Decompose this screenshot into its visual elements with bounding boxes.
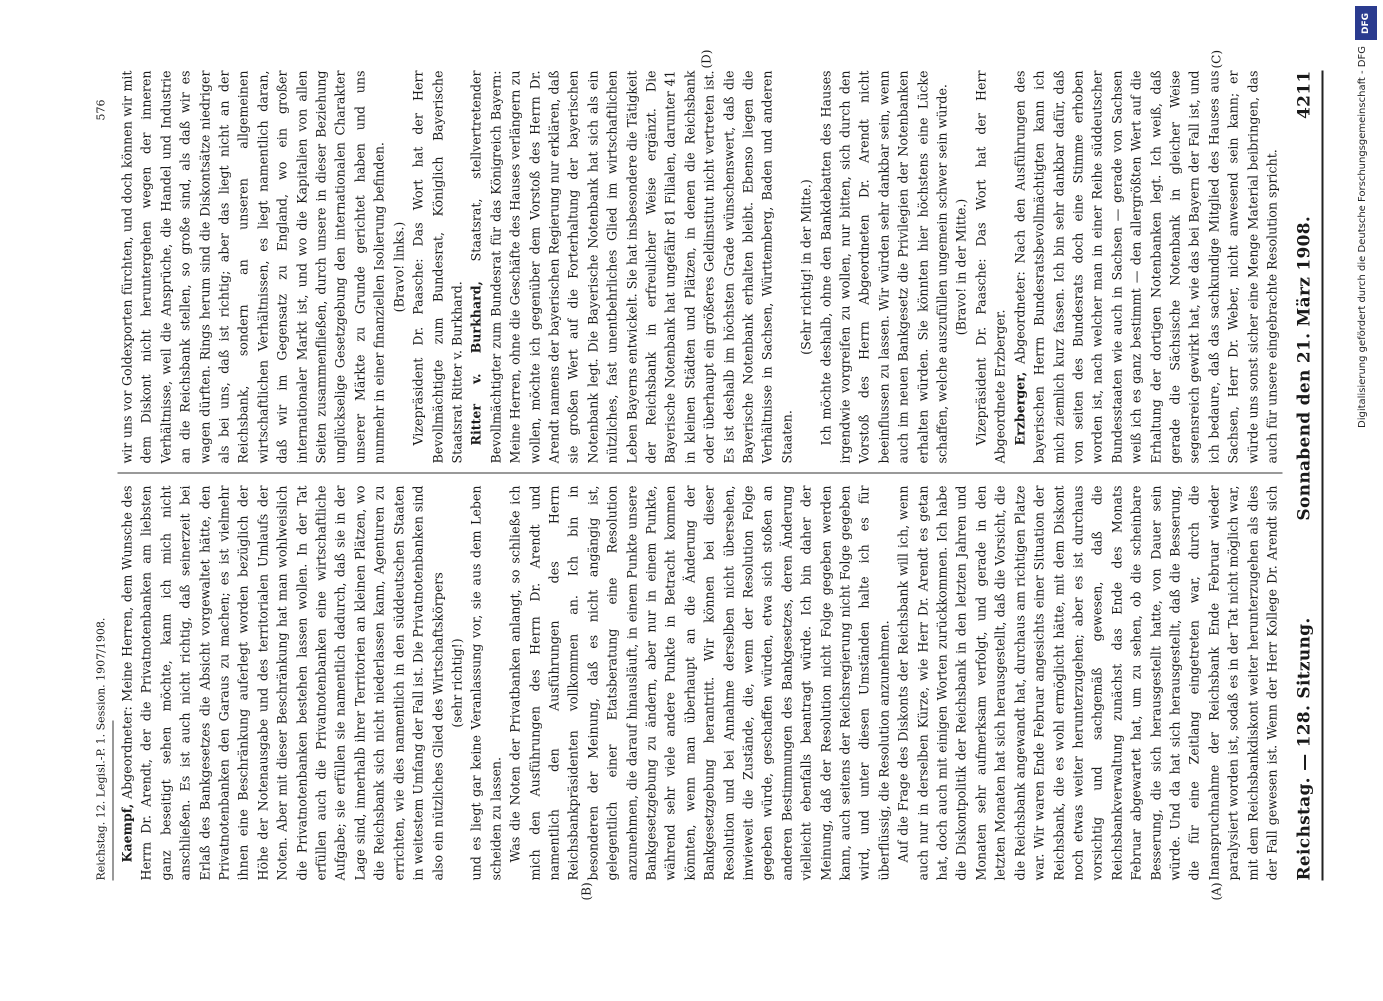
header-rule: [1322, 71, 1324, 881]
paragraph-text: Was die Noten der Privatbanken anlangt, so schließe ich mich den Ausführungen des Herrn Dr. Arendt und namentlich den Ausführungen des Herrn Reichsbankpräsidenten vollkommen an. Ich bin in besonderen der Meinung, daß es nicht angängig ist, gelegentlich einer Etatsberatung eine Resolution anzunehmen, die darauf hinausläuft, in einem Punkte unsere Bankgesetzgebung zu ändern, aber nur in einem Punkte, während sehr viele andere Punkte in Betracht kommen könnten, wenn man überhaupt an die Änderung der Bankgesetzgebung herantritt. Wir können bei dieser Resolution und bei Annahme derselben nicht übersehen, inwieweit die Zustände, die, wenn der Resolution Folge gegeben würde, geschaffen würden, etwa sich stoßen an anderen Bestimmungen des Bankgesetzes, deren Änderung vielleicht ebenfalls beantragt würde. Ich bin daher der Meinung, daß der Resolution nicht Folge gegeben werden kann, auch seitens der Reichsregierung nicht Folge gegeben wird, und unter diesen Umständen halte ich es für überflüssig, die Resolution anzunehmen.: [507, 485, 892, 881]
paragraph: [816, 71, 952, 464]
text-column-right: [118, 71, 1283, 464]
paragraph-text: Ich möchte deshalb, ohne den Bankdebatten des Hauses irgendwie vorgreifen zu wollen, nur bitten, sich durch den Vorstoß des Herrn Abgeordneten Dr. Arendt nicht beeinflussen zu lassen. Wir würden sehr dankbar sein, wenn auch im neuen Bankgesetz die Privilegien der Notenbanken erhalten würden. Sie könnten hier höchstens eine Lücke schaffen, welche auszufüllen ungemein schwer sein würde.: [818, 70, 950, 464]
applause-note: (sehr richtig!): [449, 638, 465, 728]
speaker-name: Kaempf,: [119, 803, 135, 863]
paragraph-text: Vizepräsident Dr. Paasche: Das Wort hat der Herr Abgeordnete Erzberger.: [973, 70, 1008, 464]
margin-marker-c: (C): [1209, 49, 1224, 69]
paragraph: [1010, 71, 1282, 464]
paragraph-text: Vizepräsident Dr. Paasche: Das Wort hat der Herr Bevollmächtigte zum Bundesrat, Königlich Bayerische Staatsrat Ritter v. Burkhard.: [410, 70, 465, 464]
footer-session-info: Reichstag. 12. Legisl.-P. 1. Session. 1907/1908.: [94, 617, 108, 881]
speaker-name: Ritter v. Burkhard,: [468, 281, 484, 446]
paragraph: wir uns vor Goldexporten fürchten, und doch können wir mit dem Diskont nicht heruntergehen wegen der inneren Verhältnisse, weil die Ansprüche, die Handel und Industrie an die Reichsbank stellen, so große sind, als daß wir es wagen dürften. Rings herum sind die Diskontsätze niedriger als bei uns, daß ist richtig; aber das liegt nicht an der Reichsbank, sondern an unseren allgemeinen wirtschaftlichen Verhältnissen, es liegt namentlich daran, daß wir im Gegensatz zu England, wo ein großer internationaler Markt ist, und wo die Kapitalien von allen Seiten zusammenfließen, durch unsere in dieser Beziehung unglückselige Gesetzgebung den internationalen Charakter unserer Märkte zu Grunde gerichtet haben und uns nunmehr in einer finanziellen Isolierung befinden.: [119, 70, 387, 464]
header-session: Reichstag. — 128. Sitzung.: [1294, 617, 1315, 881]
dfg-attribution: Digitalisierung gefördert durch die Deutsche Forschungsgemeinschaft - DFG: [1357, 46, 1368, 429]
paragraph: [506, 486, 894, 881]
footer-rule: [113, 721, 114, 881]
paragraph: [971, 71, 1010, 464]
page-number: 4211: [1294, 70, 1315, 120]
page-header: [1290, 71, 1320, 881]
paragraph-text: Abgeordneter: Nach den Ausführungen des bayerischen Herrn Bundesratsbevollmächtigten kann ich mich ziemlich kurz fassen. Ich bin sehr dankbar dafür, daß von seiten des Bundesrats doch eine Stimme erhoben worden ist, nach welcher man in einer Reihe süddeutscher Bundesstaaten wie auch in Sachsen — gerade von Sachsen weiß ich es ganz bestimmt — den allergrößten Wert auf die Erhaltung der dortigen Notenbanken legt. Ich weiß, daß gerade die Sächsische Notenbank in gleicher Weise segensreich gewirkt hat, wie das bei Bayern der Fall ist, und ich bedaure, daß das sachkundige Mitglied des Hauses aus Sachsen, Herr Dr. Weber, nicht anwesend sein kann; er würde uns sonst sicher eine Menge Material beibringen, das auch für unsere eingebrachte Resolution spricht.: [1012, 70, 1280, 464]
paragraph: [118, 486, 448, 881]
paragraph-text: Auf die Frage des Diskonts der Reichsbank will ich, wenn auch nur in derselben Kürze, wie Herr Dr. Arendt es getan hat, doch auch mit einigen Worten zurückkommen. Ich habe die Diskontpolitik der Reichsbank in den letzten Jahren und Monaten sehr aufmerksam verfolgt, und gerade in den letzten Monaten hat sich herausgestellt, daß die Vorsicht, die die Reichsbank angewandt hat, durchaus am richtigen Platze war. Wir waren Ende Februar angesichts einer Situation der Reichsbank, die es wohl ermöglicht hätte, mit dem Diskont noch etwas weiter herunterzugehen; aber es ist durchaus vorsichtig und sachgemäß gewesen, daß die Reichsbankverwaltung zunächst das Ende des Monats Februar abgewartet hat, um zu sehen, ob die scheinbare Besserung, die sich herausgestellt hatte, von Dauer sein würde. Und da hat sich herausgestellt, daß die Besserung, die für eine Zeitlang eingetreten war, durch die Inanspruchnahme der Reichsbank Ende Februar wieder paralysiert worden ist, sodaß es in der Tat nicht möglich war, mit dem Reichsbankdiskont weiter herunterzugehen als dies der Fall gewesen ist. Wenn der Herr Kollege Dr. Arendt sich: [895, 485, 1280, 881]
footer-signature: 576: [94, 99, 108, 121]
speaker-name: Erzberger,: [1012, 371, 1028, 446]
applause-note: (Bravo! links.): [391, 221, 407, 313]
attribution-strip: [1349, 0, 1383, 1000]
scanned-page: [0, 1, 1383, 1001]
paragraph: und es liegt gar keine Veranlassung vor, sie aus dem Leben scheiden zu lassen.: [468, 485, 504, 881]
column-divider: [118, 473, 1283, 474]
margin-marker-a: (A): [1209, 882, 1224, 901]
paragraph: [1282, 71, 1283, 464]
text-column-left: [118, 486, 1283, 881]
applause-note: (Sehr richtig! in der Mitte.): [798, 179, 814, 355]
margin-marker-d: (D): [699, 49, 714, 69]
paragraph: [409, 71, 467, 464]
header-date: Sonnabend den 21. März 1908.: [1294, 215, 1315, 521]
paragraph-text: Abgeordneter: Meine Herren, dem Wunsche des Herrn Dr. Arendt, der die Privatnotenbanken am liebsten ganz beseitigt sehen möchte, kann ich mich nicht anschließen. Es ist auch nicht richtig, daß seinerzeit bei Erlaß des Bankgesetzes die Absicht vorgewaltet hätte, den Privatnotenbanken den Garaus zu machen; es ist vielmehr ihnen eine Beschränkung auferlegt worden bezüglich der Höhe der Notenausgabe und des territorialen Umlaufs der Noten. Aber mit dieser Beschränkung hat man wohlweislich die Privatnotenbanken bestehen lassen wollen. In der Tat erfüllen auch die Privatnotenbanken eine wirtschaftliche Aufgabe; sie erfüllen sie namentlich dadurch, daß sie in der Lage sind, innerhalb ihrer Territorien an kleinen Plätzen, wo die Reichsbank sich nicht niederlassen kann, Agenturen zu errichten, wie dies namentlich in den süddeutschen Staaten in weitestem Umfang der Fall ist. Die Privatnotenbanken sind also ein nützliches Glied des Wirtschaftskörpers: [119, 485, 445, 881]
paragraph: [894, 486, 1283, 881]
paragraph: [467, 71, 797, 464]
applause-note: (Bravo! in der Mitte.): [953, 198, 969, 336]
paragraph-text: Staatsrat, stellvertretender Bevollmächtigter zum Bundesrat für das Königreich Bayern: Meine Herren, ohne die Geschäfte des Hauses verlängern zu wollen, möchte ich gegenüber dem Vorstoß des Herrn Dr. Arendt namens der bayerischen Regierung nur erklären, daß sie großen Wert auf die Forterhaltung der bayerischen Notenbank legt. Die Bayerische Notenbank hat sich als ein nützliches, fast unentbehrliches Glied im wirtschaftlichen Leben Bayerns entwickelt. Sie hat insbesondere die Tätigkeit der Reichsbank in erfreulicher Weise ergänzt. Die Bayerische Notenbank hat ungefähr 81 Filialen, darunter 41 in kleinen Städten und Plätzen, in denen die Reichsbank oder überhaupt ein größeres Geldinstitut nicht vertreten ist. Es ist deshalb im höchsten Grade wünschenswert, daß die Bayerische Notenbank erhalten bleibt. Ebenso liegen die Verhältnisse in Sachsen, Württemberg, Baden und anderen Staaten.: [468, 70, 795, 464]
dfg-logo-icon: DFG: [1355, 6, 1377, 40]
margin-marker-b: (B): [579, 882, 594, 901]
